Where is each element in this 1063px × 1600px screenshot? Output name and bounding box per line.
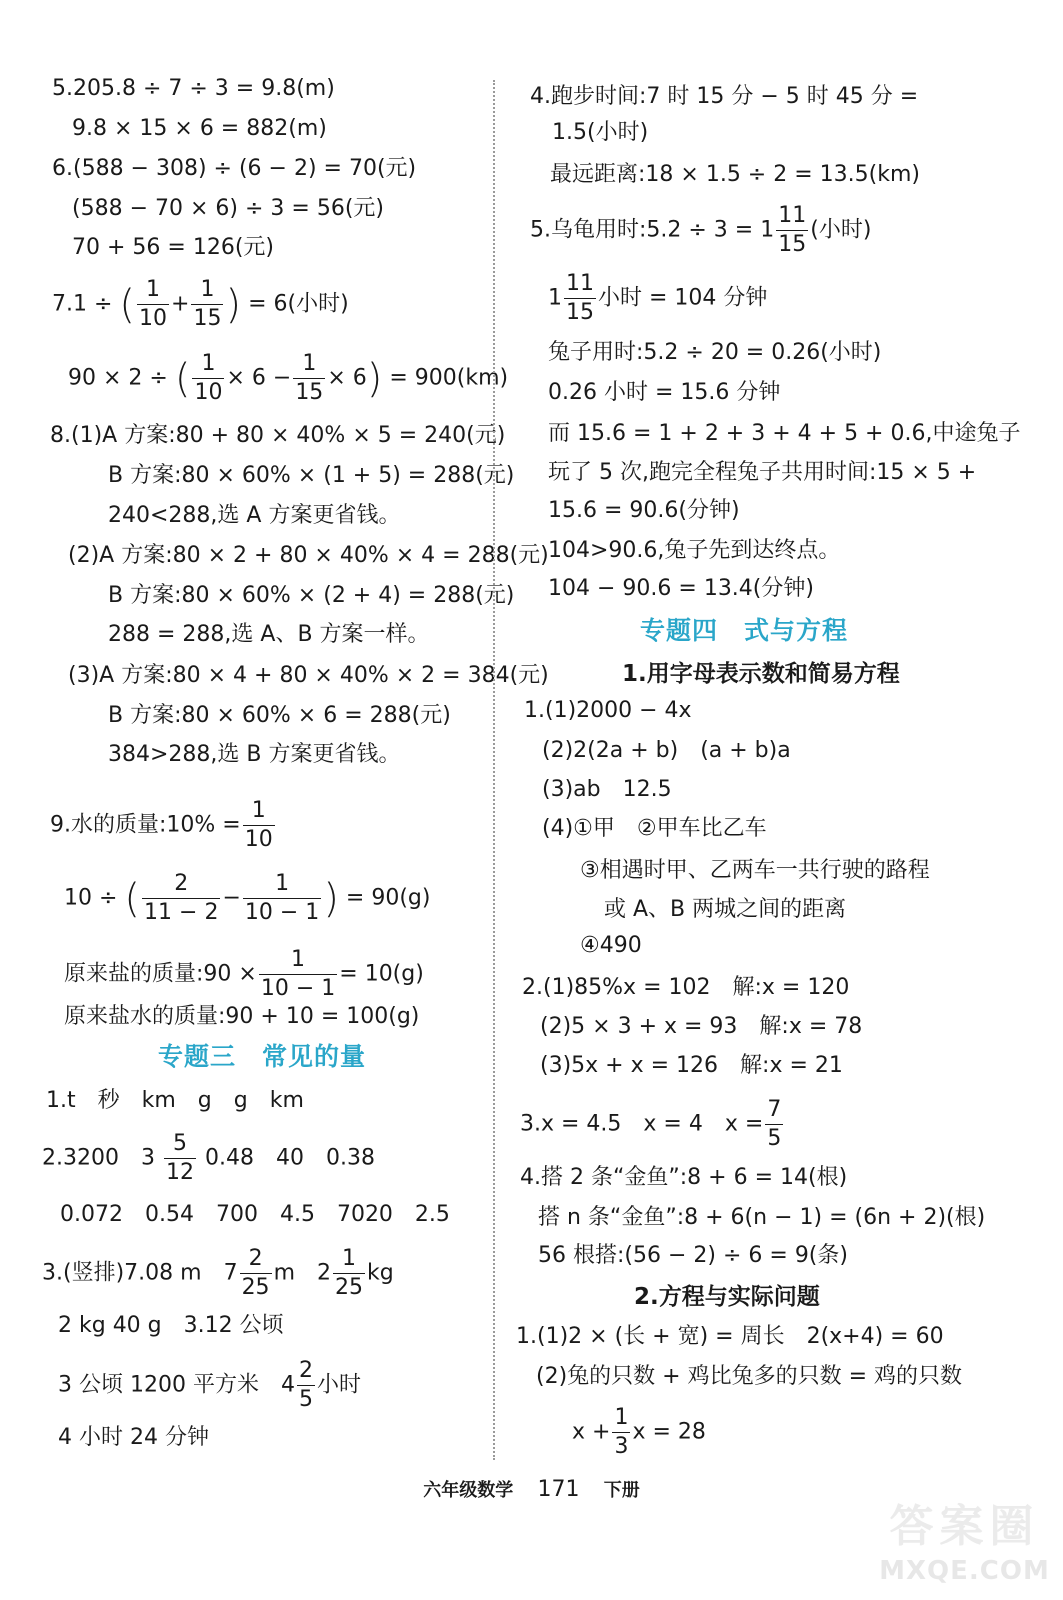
expr-text: 9.水的质量:10% =	[50, 812, 241, 838]
expr-text: x = 28	[632, 1419, 706, 1445]
fraction-numerator: 2	[142, 870, 220, 899]
fraction-numerator: 1	[259, 946, 337, 975]
answer-line: 或 A、B 两城之间的距离	[604, 897, 847, 922]
subsection-title: 2.方程与实际问题	[634, 1284, 820, 1310]
answer-line	[58, 1357, 361, 1414]
answer-line: 104>90.6,兔子先到达终点。	[548, 538, 841, 563]
column-divider	[493, 80, 495, 1460]
fraction	[612, 1404, 630, 1461]
answer-line: 0.26 小时 = 15.6 分钟	[548, 380, 781, 405]
answer-line: (4)①甲 ②甲车比乙车	[542, 816, 767, 841]
expr-text: 10 ÷	[64, 885, 118, 911]
answer-line: 搭 n 条“金鱼”:8 + 6(n − 1) = (6n + 2)(根)	[538, 1205, 986, 1230]
fraction-numerator: 1	[192, 350, 224, 379]
answer-line-q9b: 10 ÷ ( $\frac{2}{11 - 2}$ − $\frac{1}{10 - 1}$ ) = 90(g)	[64, 871, 431, 925]
expr-text: kg	[367, 1260, 394, 1286]
fraction-denominator: 10 − 1	[244, 900, 320, 925]
answer-line	[520, 1096, 785, 1153]
fraction	[765, 1096, 783, 1153]
fraction	[243, 870, 321, 927]
fraction-numerator: 1	[137, 276, 169, 305]
expr-text: = 90(g)	[345, 885, 431, 911]
fraction-denominator: 5	[298, 1387, 313, 1412]
fraction-denominator: 11 − 2	[144, 900, 219, 925]
fraction	[243, 797, 275, 854]
answer-line: (3)ab 12.5	[542, 777, 672, 802]
answer-line-q7b	[68, 350, 508, 407]
paren-close: )	[366, 355, 383, 402]
answer-line: (2)兔的只数 + 鸡比兔多的只数 = 鸡的只数	[536, 1364, 963, 1389]
expr-text: = 900(km)	[389, 365, 509, 391]
answer-line: 240<288,选 A 方案更省钱。	[108, 503, 401, 528]
answer-line: 兔子用时:5.2 ÷ 20 = 0.26(小时)	[548, 340, 882, 365]
answer-line: B 方案:80 × 60% × 6 = 288(元)	[108, 703, 451, 728]
fraction	[564, 270, 596, 327]
answer-line: 104 − 90.6 = 13.4(分钟)	[548, 576, 814, 601]
expr-text: × 6 −	[226, 365, 292, 391]
answer-line: 6.(588 − 308) ÷ (6 − 2) = 70(元)	[52, 156, 417, 181]
answer-line: 56 根搭:(56 − 2) ÷ 6 = 9(条)	[538, 1243, 848, 1268]
fraction	[293, 350, 325, 407]
fraction-numerator: 1	[333, 1245, 365, 1274]
fraction-denominator: 10	[139, 306, 168, 331]
fraction-denominator: 15	[566, 300, 594, 325]
answer-line: B 方案:80 × 60% × (1 + 5) = 288(元)	[108, 463, 515, 488]
answer-line	[42, 1245, 394, 1302]
watermark	[872, 1484, 1057, 1594]
fraction	[259, 946, 337, 1003]
answer-line: (2)2(2a + b) (a + b)a	[542, 738, 791, 763]
paren-open: (	[119, 281, 136, 328]
expr-text: m 2	[273, 1260, 331, 1286]
answer-line: 1.t 秒 km g g km	[46, 1088, 304, 1113]
answer-line: 4 小时 24 分钟	[58, 1425, 209, 1450]
fraction-denominator: 25	[335, 1275, 363, 1300]
expr-text: 3.(竖排)7.08 m 7	[42, 1260, 238, 1286]
fraction-denominator: 15	[193, 306, 222, 331]
fraction	[142, 870, 220, 927]
fraction-denominator: 3	[614, 1434, 629, 1459]
answer-line-q7: 7.1 ÷ ( $\frac{1}{10}$ + $\frac{1}{15}$ ) = 6(小时)	[52, 277, 349, 331]
answer-line	[530, 202, 871, 259]
expr-text: 小时	[316, 1372, 361, 1398]
fraction-numerator: 1	[612, 1404, 630, 1433]
fraction-numerator: 5	[164, 1130, 196, 1159]
answer-line: 玩了 5 次,跑完全程兔子共用时间:15 × 5 +	[548, 460, 977, 485]
fraction	[192, 350, 224, 407]
answer-line	[42, 1130, 375, 1187]
answer-line: (2)5 × 3 + x = 93 解:x = 78	[540, 1014, 863, 1039]
fraction	[776, 202, 808, 259]
fraction-denominator: 12	[165, 1160, 194, 1185]
section-title: 专题三 常见的量	[158, 1042, 367, 1071]
fraction	[137, 276, 169, 333]
answer-line: 15.6 = 90.6(分钟)	[548, 498, 740, 523]
fraction-denominator: 5	[767, 1126, 782, 1151]
expr-text: (小时)	[810, 217, 872, 243]
fraction-denominator: 10	[244, 827, 273, 852]
fraction	[191, 276, 223, 333]
watermark-url: MXQE.COM	[879, 1556, 1050, 1586]
fraction-numerator: 1	[293, 350, 325, 379]
fraction	[240, 1245, 272, 1302]
fraction	[297, 1357, 315, 1414]
answer-line	[572, 1404, 706, 1461]
fraction-denominator: 15	[295, 380, 324, 405]
answer-line: 288 = 288,选 A、B 方案一样。	[108, 622, 430, 647]
section-title: 专题四 式与方程	[640, 616, 849, 645]
expr-text: 7.1 ÷	[52, 291, 113, 317]
subsection-title: 1.用字母表示数和简易方程	[622, 661, 900, 687]
answer-line	[548, 270, 767, 327]
answer-line: 4.搭 2 条“金鱼”:8 + 6 = 14(根)	[520, 1165, 848, 1190]
answer-line: 2 kg 40 g 3.12 公顷	[58, 1313, 284, 1338]
expr-text: 1	[548, 285, 562, 311]
answer-line: 而 15.6 = 1 + 2 + 3 + 4 + 5 + 0.6,中途兔子	[548, 421, 1021, 446]
fraction-numerator: 1	[243, 870, 321, 899]
answer-line: 1.5(小时)	[552, 120, 649, 145]
answer-line-q9c	[64, 946, 424, 1003]
paren-open: (	[124, 875, 141, 922]
footer-volume: 下册	[603, 1480, 640, 1501]
expr-text: 小时 = 104 分钟	[598, 285, 768, 311]
expr-text: 3 公顷 1200 平方米 4	[58, 1372, 295, 1398]
answer-line: (3)A 方案:80 × 4 + 80 × 40% × 2 = 384(元)	[68, 663, 549, 688]
answer-line: 4.跑步时间:7 时 15 分 − 5 时 45 分 =	[530, 84, 919, 109]
fraction-numerator: 1	[191, 276, 223, 305]
expr-text: × 6	[327, 365, 367, 391]
answer-line: 384>288,选 B 方案更省钱。	[108, 742, 401, 767]
fraction	[164, 1130, 196, 1187]
expr-text: 2.3200 3	[42, 1145, 155, 1171]
answer-line: ③相遇时甲、乙两车一共行驶的路程	[580, 858, 930, 883]
answer-line: 原来盐水的质量:90 + 10 = 100(g)	[64, 1004, 420, 1029]
paren-open: (	[174, 355, 191, 402]
answer-line: 70 + 56 = 126(元)	[72, 235, 274, 260]
answer-line: 最远距离:18 × 1.5 ÷ 2 = 13.5(km)	[550, 162, 920, 187]
expr-text: x +	[572, 1419, 611, 1445]
answer-line: 2.(1)85%x = 102 解:x = 120	[522, 975, 850, 1000]
answer-line: 8.(1)A 方案:80 + 80 × 40% × 5 = 240(元)	[50, 423, 506, 448]
answer-line: (2)A 方案:80 × 2 + 80 × 40% × 4 = 288(元)	[68, 543, 549, 568]
answer-line: ④490	[580, 933, 642, 958]
fraction-numerator: 2	[240, 1245, 272, 1274]
expr-text: 5.乌龟用时:5.2 ÷ 3 = 1	[530, 217, 775, 243]
watermark-text: 答案圈	[889, 1501, 1040, 1552]
fraction-numerator: 7	[765, 1096, 783, 1125]
fraction-denominator: 10 − 1	[260, 976, 336, 1001]
answer-line: 5.205.8 ÷ 7 ÷ 3 = 9.8(m)	[52, 76, 335, 101]
fraction-denominator: 25	[241, 1275, 270, 1300]
answer-line: 0.072 0.54 700 4.5 7020 2.5	[60, 1202, 450, 1227]
expr-text: = 6(小时)	[248, 291, 349, 317]
answer-line: 9.8 × 15 × 6 = 882(m)	[72, 116, 327, 141]
paren-close: )	[323, 875, 339, 922]
expr-text: 0.48 40 0.38	[204, 1145, 375, 1171]
expr-text: 3.x = 4.5 x = 4 x =	[520, 1111, 764, 1137]
fraction	[333, 1245, 365, 1302]
expr-text: 原来盐的质量:90 ×	[64, 961, 257, 987]
fraction-numerator: 1	[243, 797, 275, 826]
fraction-denominator: 10	[194, 380, 223, 405]
answer-line: (3)5x + x = 126 解:x = 21	[540, 1053, 843, 1078]
fraction-denominator: 15	[778, 232, 807, 257]
fraction-numerator: 11	[564, 270, 596, 299]
paren-close: )	[225, 281, 242, 328]
answer-line: 1.(1)2000 − 4x	[524, 698, 692, 723]
expr-text: 90 × 2 ÷	[68, 365, 168, 391]
page-number: 171	[537, 1477, 580, 1502]
fraction-numerator: 2	[297, 1357, 315, 1386]
answer-line: 1.(1)2 × (长 + 宽) = 周长 2(x+4) = 60	[516, 1324, 944, 1349]
footer-grade: 六年级数学	[423, 1480, 514, 1501]
answer-line-q9	[50, 797, 277, 854]
fraction-numerator: 11	[776, 202, 808, 231]
expr-text: = 10(g)	[339, 961, 424, 987]
answer-line: B 方案:80 × 60% × (2 + 4) = 288(元)	[108, 583, 515, 608]
answer-line: (588 − 70 × 6) ÷ 3 = 56(元)	[72, 196, 384, 221]
